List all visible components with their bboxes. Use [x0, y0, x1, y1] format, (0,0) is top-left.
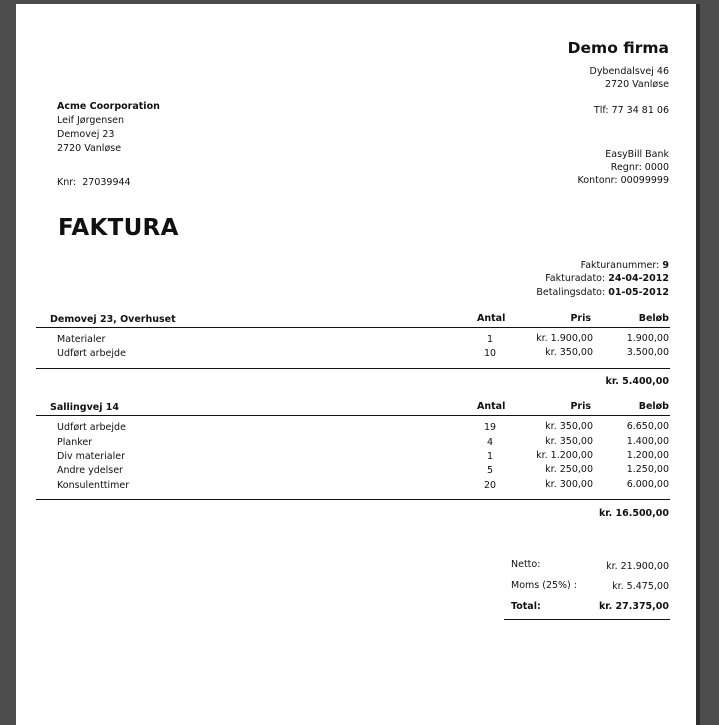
line-item-price: kr. 350,00	[545, 421, 593, 432]
line-item-price: kr. 350,00	[545, 436, 593, 447]
sender-kontonr: Kontonr: 00099999	[577, 175, 669, 186]
recipient-contact: Leif Jørgensen	[57, 115, 125, 126]
line-item-amount: 1.900,00	[626, 333, 669, 344]
column-header-qty: Antal	[477, 313, 506, 324]
line-item-price: kr. 300,00	[545, 479, 593, 490]
line-item-description: Konsulenttimer	[57, 480, 130, 491]
sender-name: Demo firma	[567, 39, 669, 57]
line-item-amount: 6.650,00	[626, 421, 669, 432]
line-item-qty: 4	[487, 437, 494, 448]
line-item-amount: 1.250,00	[626, 464, 669, 475]
section-subtotal: kr. 16.500,00	[598, 508, 669, 519]
line-item-qty: 10	[484, 348, 497, 359]
total-value: kr. 27.375,00	[598, 601, 669, 612]
line-item-qty: 20	[484, 480, 497, 491]
column-header-price: Pris	[570, 313, 591, 324]
due-date-value: 01-05-2012	[608, 287, 669, 298]
section-header-divider	[36, 327, 670, 328]
section-subtotal: kr. 5.400,00	[605, 376, 669, 387]
moms-label: Moms (25%) :	[511, 580, 577, 591]
line-item-price: kr. 250,00	[545, 464, 593, 475]
invoice-date-value: 24-04-2012	[608, 273, 669, 284]
section-heading: Sallingvej 14	[50, 402, 120, 413]
line-item-description: Planker	[57, 437, 93, 448]
section-header-divider	[36, 415, 670, 416]
netto-label: Netto:	[511, 559, 541, 570]
invoice-number-label: Fakturanummer:	[580, 260, 660, 271]
line-item-qty: 5	[487, 465, 494, 476]
column-header-amount: Beløb	[638, 313, 669, 324]
invoice-number-value: 9	[662, 260, 669, 271]
line-item-description: Andre ydelser	[57, 465, 123, 476]
customer-number	[57, 177, 131, 188]
sender-regnr: Regnr: 0000	[610, 162, 669, 173]
sender-bank-name: EasyBill Bank	[605, 149, 669, 160]
recipient-city: 2720 Vanløse	[57, 143, 122, 154]
line-item-qty: 1	[487, 451, 494, 462]
sender-city: 2720 Vanløse	[604, 79, 669, 90]
page-shadow	[696, 4, 700, 725]
line-item-description: Udført arbejde	[57, 348, 126, 359]
total-underline	[504, 619, 670, 620]
due-date-row	[536, 287, 669, 298]
recipient-company: Acme Coorporation	[57, 101, 160, 112]
line-item-description: Materialer	[57, 334, 106, 345]
moms-value: kr. 5.475,00	[612, 581, 669, 592]
line-item-price: kr. 1.200,00	[536, 450, 593, 461]
line-item-description: Udført arbejde	[57, 422, 126, 433]
invoice-date-row	[545, 273, 669, 284]
line-item-amount: 6.000,00	[626, 479, 669, 490]
line-item-price: kr. 1.900,00	[536, 333, 593, 344]
section-total-divider	[36, 499, 670, 500]
line-item-description: Div materialer	[57, 451, 125, 462]
total-label: Total:	[511, 601, 541, 612]
line-item-amount: 1.200,00	[626, 450, 669, 461]
invoice-date-label: Fakturadato:	[545, 273, 606, 284]
line-item-qty: 1	[487, 334, 494, 345]
column-header-price: Pris	[570, 401, 591, 412]
netto-value: kr. 21.900,00	[606, 561, 669, 572]
section-heading: Demovej 23, Overhuset	[50, 314, 176, 325]
line-item-amount: 3.500,00	[626, 347, 669, 358]
invoice-page	[16, 4, 696, 725]
line-item-qty: 19	[484, 422, 497, 433]
line-item-price: kr. 350,00	[545, 347, 593, 358]
due-date-label: Betalingsdato:	[536, 287, 606, 298]
recipient-street: Demovej 23	[57, 129, 115, 140]
customer-number-label: Knr:	[57, 177, 77, 188]
sender-street: Dybendalsvej 46	[589, 66, 669, 77]
column-header-qty: Antal	[477, 401, 506, 412]
section-total-divider	[36, 368, 670, 369]
column-header-amount: Beløb	[638, 401, 669, 412]
customer-number-value: 27039944	[82, 177, 131, 188]
line-item-amount: 1.400,00	[626, 436, 669, 447]
invoice-title: FAKTURA	[58, 215, 179, 241]
sender-phone: Tlf: 77 34 81 06	[593, 105, 669, 116]
invoice-number-row	[581, 260, 669, 271]
